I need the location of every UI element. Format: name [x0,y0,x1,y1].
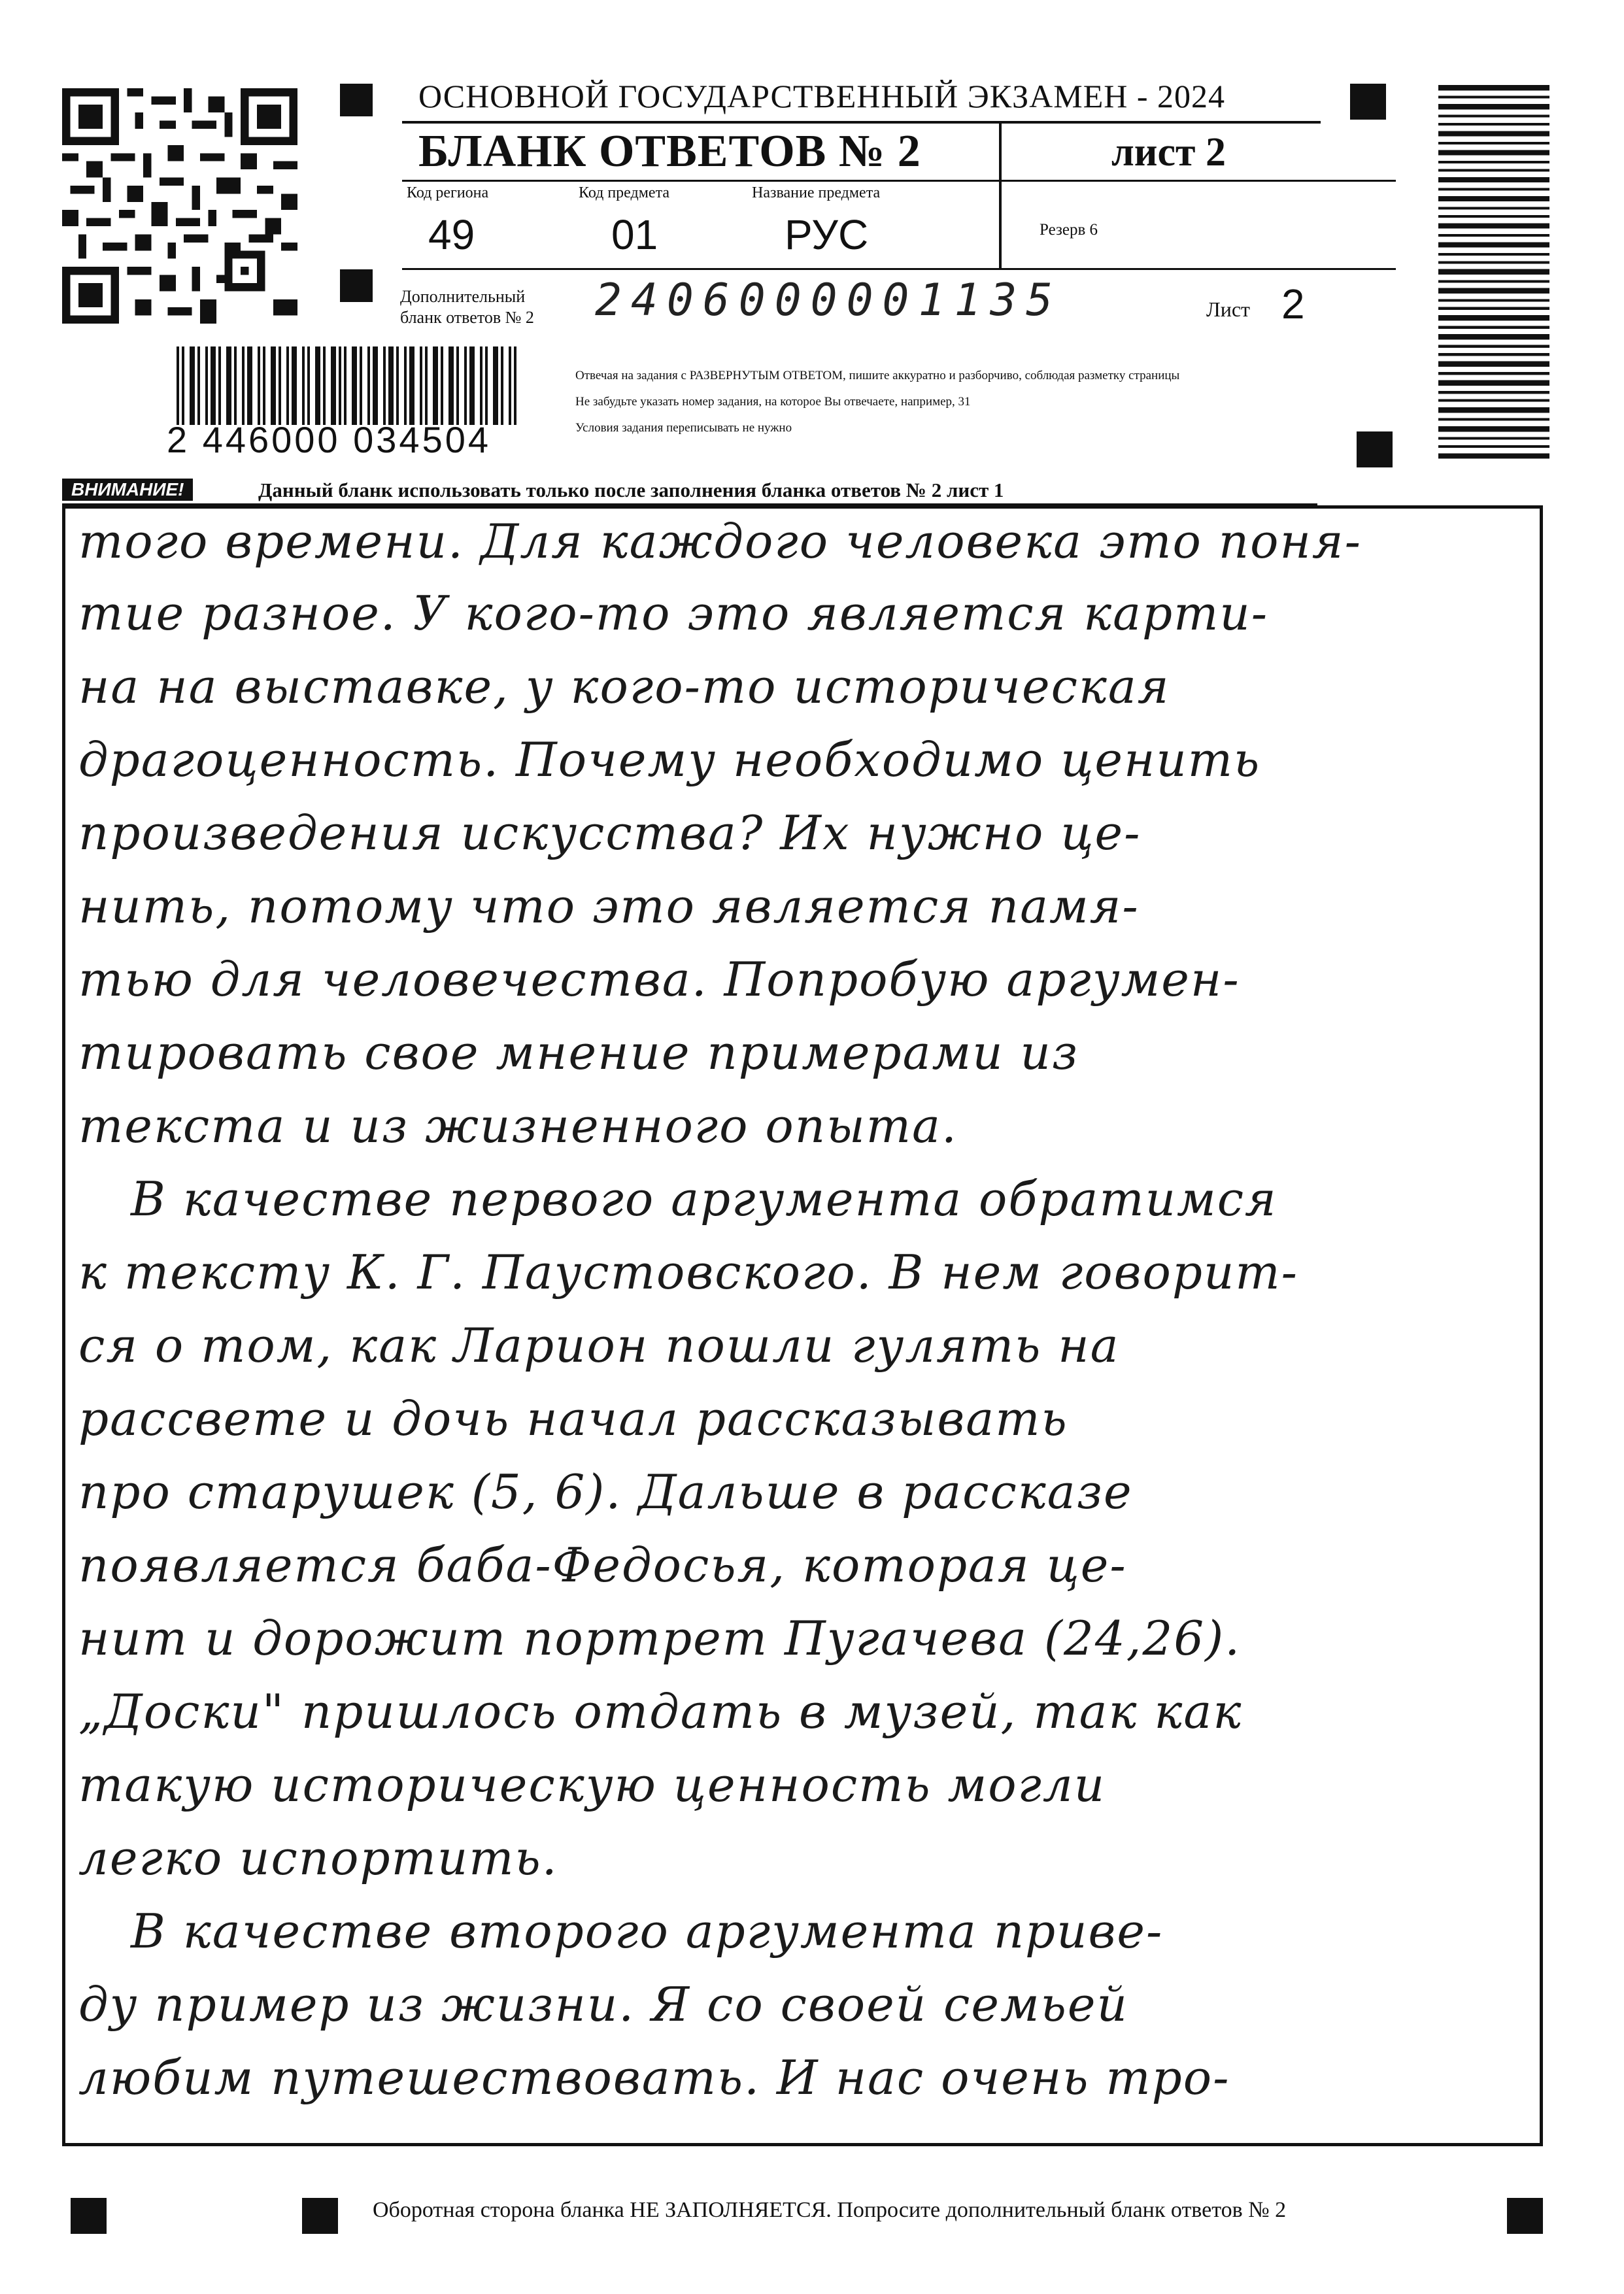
divider [402,121,1321,124]
handwritten-line: В качестве первого аргумента обратимся [131,1172,1277,1226]
subject-code-value: 01 [611,211,658,258]
attention-bar [62,476,1317,503]
alignment-marker-bottom-left [71,2198,107,2234]
instruction-line: Не забудьте указать номер задания, на которое Вы отвечаете, например, 31 [575,395,971,409]
divider [402,268,1396,270]
attention-badge: ВНИМАНИЕ! [62,479,193,501]
handwritten-line: появляется баба-Федосья, которая це- [78,1538,1127,1593]
handwritten-line: произведения искусства? Их нужно це- [78,805,1142,860]
handwritten-line: на на выставке, у кого-то историческая [78,659,1170,714]
sheet-title: лист 2 [1111,130,1226,175]
reserve-label: Резерв 6 [1040,221,1098,239]
alignment-marker-top-right [1350,84,1386,120]
handwritten-line: к тексту К. Г. Паустовского. В нем говорит- [78,1245,1298,1300]
instruction-line: Отвечая на задания с РАЗВЕРНУТЫМ ОТВЕТОМ, пишите аккуратно и разборчиво, соблюдая разметку страницы [575,369,1180,382]
footer-note: Оборотная сторона бланка НЕ ЗАПОЛНЯЕТСЯ. Попросите дополнительный бланк ответов № 2 [373,2198,1287,2222]
handwritten-line: ся о том, как Ларион пошли гулять на [78,1318,1120,1373]
handwritten-line: нит и дорожит портрет Пугачева (24,26). [78,1611,1242,1666]
qr-code [62,88,297,324]
handwritten-line: тировать свое мнение примерами из [78,1025,1079,1080]
extra-form-label [400,286,590,328]
subject-code-label: Код предмета [579,184,669,201]
handwritten-line: ду пример из жизни. Я со своей семьей [78,1977,1128,2032]
handwritten-line: тью для человечества. Попробую аргумен- [78,952,1240,1007]
instruction-line: Условия задания переписывать не нужно [575,421,792,435]
handwritten-line: В качестве второго аргумента приве- [131,1904,1164,1959]
subject-name-value: РУС [785,211,869,258]
extra-form-label-line2: бланк ответов № 2 [400,308,534,327]
answer-area [62,505,1543,2146]
handwritten-line: любим путешествовать. И нас очень тро- [78,2050,1230,2105]
alignment-marker-bottom-center [302,2198,338,2234]
handwritten-line: драгоценность. Почему необходимо ценить [78,732,1261,787]
handwritten-line: про старушек (5, 6). Дальше в рассказе [78,1464,1133,1519]
handwritten-line: такую историческую ценность могли [78,1757,1106,1812]
alignment-marker-top-left [340,84,373,116]
handwritten-line: текста и из жизненного опыта. [78,1098,958,1153]
form-title: БЛАНК ОТВЕТОВ № 2 [418,126,921,177]
list-value: 2 [1281,280,1305,328]
list-label: Лист [1206,297,1251,321]
handwritten-line: нить, потому что это является памя- [78,879,1140,934]
extra-form-number: 2406000001135 [595,275,1062,326]
divider [402,180,1396,182]
region-code-value: 49 [428,211,475,258]
divider [999,121,1002,268]
instructions [575,363,1399,441]
alignment-marker-mid-left [340,269,373,302]
barcode [177,346,516,425]
exam-title: ОСНОВНОЙ ГОСУДАРСТВЕННЫЙ ЭКЗАМЕН - 2024 [418,78,1225,114]
attention-text: Данный бланк использовать только после заполнения бланка ответов № 2 лист 1 [258,479,1004,501]
barcode-digits: 2 446000 034504 [167,419,491,460]
barcode-vertical [1438,85,1549,464]
handwritten-line: „Доски" пришлось отдать в музей, так как [78,1684,1243,1739]
handwritten-line: легко испортить. [78,1830,558,1885]
region-code-label: Код региона [407,184,489,201]
alignment-marker-bottom-right [1507,2198,1543,2234]
handwritten-line: рассвете и дочь начал рассказывать [78,1391,1068,1446]
extra-form-label-line1: Дополнительный [400,287,526,306]
subject-name-label: Название предмета [752,184,881,201]
handwritten-line: тие разное. У кого-то это является карти- [78,586,1269,641]
handwritten-line: того времени. Для каждого человека это поня- [78,514,1362,569]
